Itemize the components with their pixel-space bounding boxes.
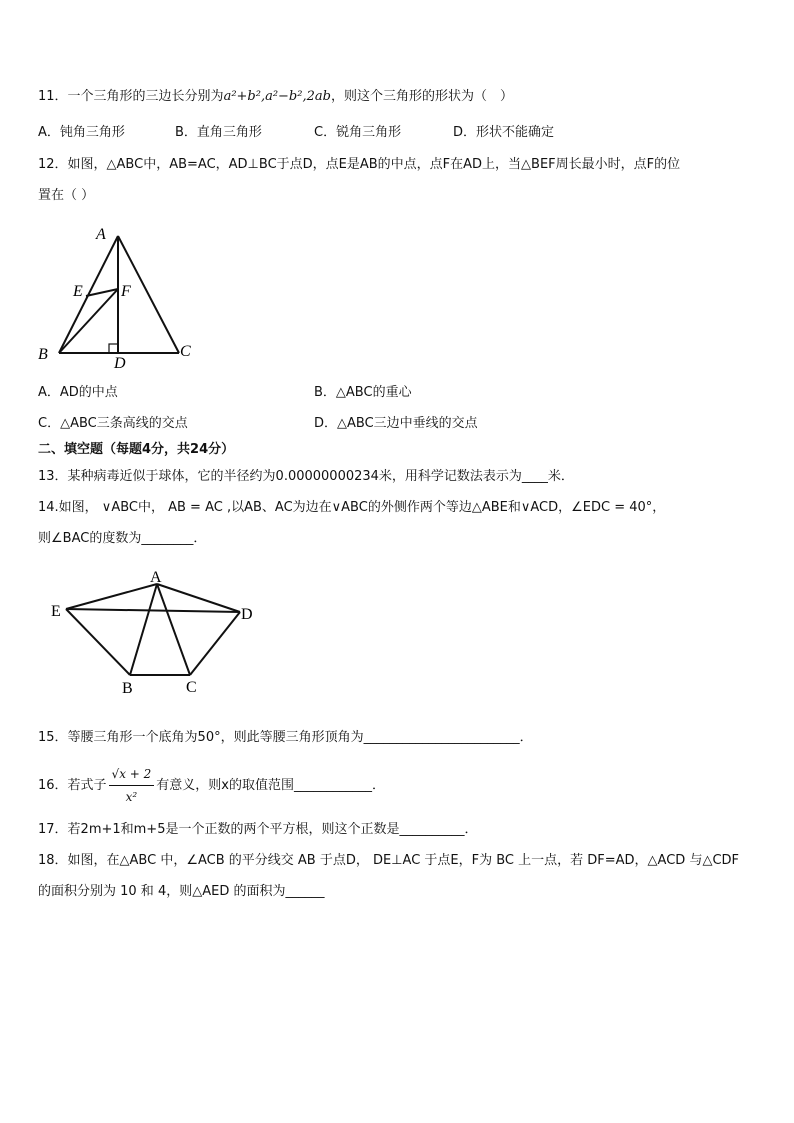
question-13: 13．某种病毒近似于球体，它的半径约为0.00000000234米，用科学记数法表示为____米． [38,469,574,484]
q11-option-d: D．形状不能确定 [453,125,555,140]
q11-text-after: ，则这个三角形的形状为（ ） [330,89,513,104]
q18-line-2: 的面积分别为 10 和 4，则△AED 的面积为______ [38,884,325,899]
label-a: A [96,226,106,243]
q12-line-1: 12．如图，△ABC中，AB=AC，AD⊥BC于点D，点E是AB的中点，点F在AD上，当△BEF周长最小时，点F的位 [38,157,681,172]
section-title: 二、填空题（每题4分，共24分） [38,442,235,457]
q11-text: 一个三角形的三边长分别为 [67,89,224,104]
q18-line-1: 18．如图，在△ABC 中，∠ACB 的平分线交 AB 于点D， DE⊥AC 于点E，F为 BC 上一点，若 DF=AD，△ACD 与△CDF [38,853,740,868]
label-e: E [51,603,61,620]
question-17: 17．若2m+1和m+5是一个正数的两个平方根，则这个正数是__________． [38,822,478,837]
label-f: F [121,283,131,300]
label-d: D [241,606,253,623]
q12-option-b: B．△ABC的重心 [314,385,412,400]
q16-prefix: 16．若式子 [38,778,107,793]
label-c: C [180,343,191,360]
q12-triangle-figure [38,218,208,370]
question-16 [38,764,385,807]
q12-option-c: C．△ABC三条高线的交点 [38,416,188,431]
label-d: D [114,355,126,370]
q11-option-b: B．直角三角形 [175,125,262,140]
q11-option-c: C．锐角三角形 [314,125,402,140]
q12-option-d: D．△ABC三边中垂线的交点 [314,416,478,431]
label-c: C [186,679,197,696]
question-15: 15．等腰三角形一个底角为50°，则此等腰三角形顶角为________________________． [38,730,533,745]
q14-line-1: 14.如图， ∨ABC中， AB = AC ,以AB、AC为边在∨ABC的外侧作两个等边△ABE和∨ACD，∠EDC = 40°， [38,500,666,515]
label-e: E [73,283,83,300]
q11-option-a: A．钝角三角形 [38,125,125,140]
q11-expression: a²+b²,a²−b²,2ab [223,89,331,104]
q12-option-a: A．AD的中点 [38,385,118,400]
label-a: A [150,569,162,586]
q14-pentagon-figure [38,562,268,700]
q16-fraction [109,764,155,807]
label-b: B [122,680,133,697]
question-11 [38,88,513,106]
q16-suffix: 有意义，则x的取值范围____________． [156,778,385,793]
q12-line-2: 置在（ ） [38,188,95,203]
q16-numerator: √x + 2 [109,764,155,786]
q14-line-2: 则∠BAC的度数为________． [38,531,207,546]
q11-number: 11． [38,89,68,104]
label-b: B [38,346,48,363]
q16-denominator: x² [125,790,138,804]
